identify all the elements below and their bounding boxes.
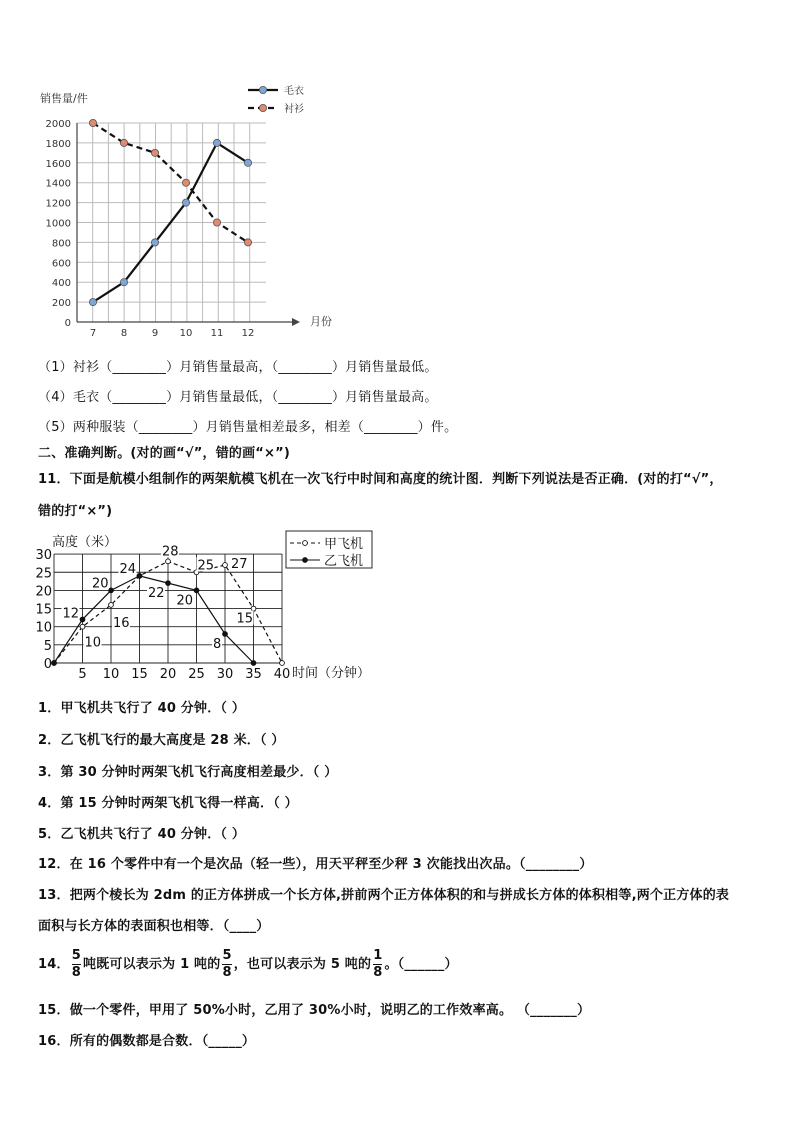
question-14: 14． $\frac{5}{8}$ 吨既可以表示为 1 吨的 $\frac{5}{8}$ ，也可以表示为 5 吨的 $\frac{1}{8}$ 。（______） <box>38 948 458 980</box>
chart2-data-label: 28 <box>162 544 179 560</box>
chart2-data-label: 27 <box>231 556 248 572</box>
chart2-point <box>80 624 85 629</box>
question-shirt: （1）衬衫（________）月销售量最高，（________）月销售量最低。 <box>38 360 438 375</box>
chart2-data-label: 20 <box>92 576 109 592</box>
chart2-ytick-label: 15 <box>35 602 52 618</box>
chart1-xtick-label: 8 <box>120 328 128 338</box>
chart2-point <box>109 588 114 593</box>
chart1-ytick-label: 1600 <box>45 158 71 170</box>
chart2-ytick-label: 20 <box>35 584 52 600</box>
chart2-xtick-label: 10 <box>102 667 120 682</box>
chart2-xtick-label: 5 <box>78 667 87 682</box>
chart1-ytick-label: 800 <box>51 238 71 250</box>
question-16: 16．所有的偶数都是合数．（_____） <box>38 1034 256 1049</box>
chart1-point <box>213 219 220 226</box>
chart1-point <box>120 279 127 286</box>
chart2-legend-label: 甲飞机 <box>324 537 364 552</box>
chart1-xtick-label: 12 <box>241 328 255 338</box>
chart2-data-label: 8 <box>213 636 222 652</box>
chart1-ylabel: 销售量/件 <box>40 92 88 105</box>
chart2-ytick-label: 5 <box>43 638 52 654</box>
chart2-point <box>194 588 199 593</box>
chart1-point <box>213 139 220 146</box>
question-11-line1: 11．下面是航模小组制作的两架航模飞机在一次飞行中时间和高度的统计图．判断下列说法是否正确．(对的打“√”， <box>38 472 723 487</box>
chart2-data-label: 15 <box>236 611 254 627</box>
judge-4: 4．第 15 分钟时两架飞机飞得一样高．（ ） <box>38 796 298 811</box>
question-12: 12．在 16 个零件中有一个是次品（轻一些），用天平秤至少秤 3 次能找出次品。（________） <box>38 857 593 872</box>
chart2-xtick-label: 40 <box>273 667 291 682</box>
chart2-ytick-label: 10 <box>35 620 52 636</box>
question-difference: （5）两种服装（________）月销售量相差最多，相差（________）件。 <box>38 420 458 435</box>
judge-2: 2．乙飞机飞行的最大高度是 28 米．（ ） <box>38 733 285 748</box>
chart2-point <box>251 606 256 611</box>
fraction-1-8: $\frac{1}{8}$ <box>373 948 383 980</box>
chart1-ytick-label: 1000 <box>45 218 71 230</box>
chart2-data-label: 25 <box>197 558 215 574</box>
judge-3: 3．第 30 分钟时两架飞机飞行高度相差最少．（ ） <box>38 765 338 780</box>
chart1-ytick-label: 400 <box>51 278 71 290</box>
judge-5: 5．乙飞机共飞行了 40 分钟．（ ） <box>38 827 246 842</box>
chart1-xtick-label: 9 <box>151 328 159 338</box>
chart2-xtick-label: 35 <box>245 667 262 682</box>
chart1-xtick-label: 11 <box>210 328 224 338</box>
fraction-5-8: $\frac{5}{8}$ <box>71 948 81 980</box>
chart2-legend <box>286 531 372 569</box>
chart1-ytick-label: 200 <box>51 298 71 310</box>
chart2-ylabel: 高度（米） <box>52 535 118 550</box>
chart2-xtick-label: 30 <box>216 667 234 682</box>
chart1-point <box>151 239 158 246</box>
chart2-ytick-label: 25 <box>35 566 52 582</box>
chart2-point <box>166 581 171 586</box>
question-sweater: （4）毛衣（________）月销售量最低，（________）月销售量最高。 <box>38 390 438 405</box>
chart1-point <box>182 199 189 206</box>
chart2-xlabel: 时间（分钟） <box>292 666 371 681</box>
question-15: 15．做一个零件，甲用了 50%小时，乙用了 30%小时，说明乙的工作效率高。 （_______） <box>38 1003 591 1018</box>
chart2-legend-label: 乙飞机 <box>324 554 364 569</box>
chart2-data-label: 12 <box>62 606 80 622</box>
chart1-ytick-label: 1800 <box>45 138 71 150</box>
chart2-data-label: 20 <box>176 593 194 609</box>
chart1-legend-label: 衬衫 <box>284 104 304 115</box>
chart1-ytick-label: 1400 <box>45 178 71 190</box>
section-two-heading: 二、准确判断。(对的画“√”，错的画“×”) <box>38 446 291 461</box>
chart1-ytick-label: 1200 <box>45 198 71 210</box>
flight-height-chart <box>30 528 390 688</box>
chart1-series <box>89 119 251 305</box>
chart1-point <box>244 239 251 246</box>
chart1-point <box>120 139 127 146</box>
chart1-point <box>89 299 96 306</box>
chart1-legend-marker <box>259 104 266 111</box>
chart1-point <box>89 119 96 126</box>
chart1-point <box>151 149 158 156</box>
chart2-ytick-label: 0 <box>43 657 52 672</box>
question-13-line1: 13．把两个棱长为 2dm 的正方体拼成一个长方体,拼前两个正方体体积的和与拼成长方体的体积相等,两个正方体的表 <box>38 888 730 903</box>
chart1-x-axis-arrow <box>292 318 300 326</box>
chart1-xtick-label: 10 <box>179 328 193 338</box>
chart2-ytick-label: 30 <box>35 548 52 564</box>
chart2-point <box>251 661 256 666</box>
chart1-legend-marker <box>259 86 266 93</box>
sales-line-chart <box>30 78 360 338</box>
chart2-point <box>109 603 114 608</box>
chart2-point <box>280 661 285 666</box>
chart1-ytick-label: 0 <box>64 318 71 329</box>
chart2-data-label: 16 <box>113 615 130 631</box>
question-11-line2: 错的打“×”) <box>38 504 113 519</box>
chart1-xlabel: 月份 <box>310 315 332 328</box>
chart1-legend <box>248 84 304 115</box>
chart2-point <box>223 632 228 637</box>
chart2-data-label: 10 <box>84 635 102 651</box>
question-13-line2: 面积与长方体的表面积也相等．（____） <box>38 919 270 934</box>
chart2-xtick-label: 15 <box>131 667 148 682</box>
chart2-legend-marker <box>303 558 308 563</box>
chart2-xtick-label: 25 <box>188 667 205 682</box>
chart2-xtick-label: 20 <box>159 667 177 682</box>
chart2-data-label: 24 <box>119 561 137 577</box>
chart1-xtick-label: 7 <box>89 328 97 338</box>
chart2-point <box>80 617 85 622</box>
chart2-data-label: 22 <box>148 586 165 602</box>
chart2-legend-marker <box>303 541 308 546</box>
chart2-point <box>223 563 228 568</box>
chart1-ytick-label: 2000 <box>45 119 71 130</box>
fraction-5-8: $\frac{5}{8}$ <box>222 948 232 980</box>
chart1-axes <box>77 123 300 326</box>
chart1-point <box>182 179 189 186</box>
judge-1: 1．甲飞机共飞行了 40 分钟．（ ） <box>38 701 246 716</box>
chart2-point <box>166 559 171 564</box>
chart2-point <box>52 661 57 666</box>
chart1-ytick-label: 600 <box>51 258 71 270</box>
chart1-point <box>244 159 251 166</box>
chart2-point <box>137 573 142 578</box>
chart1-legend-label: 毛衣 <box>284 86 304 97</box>
